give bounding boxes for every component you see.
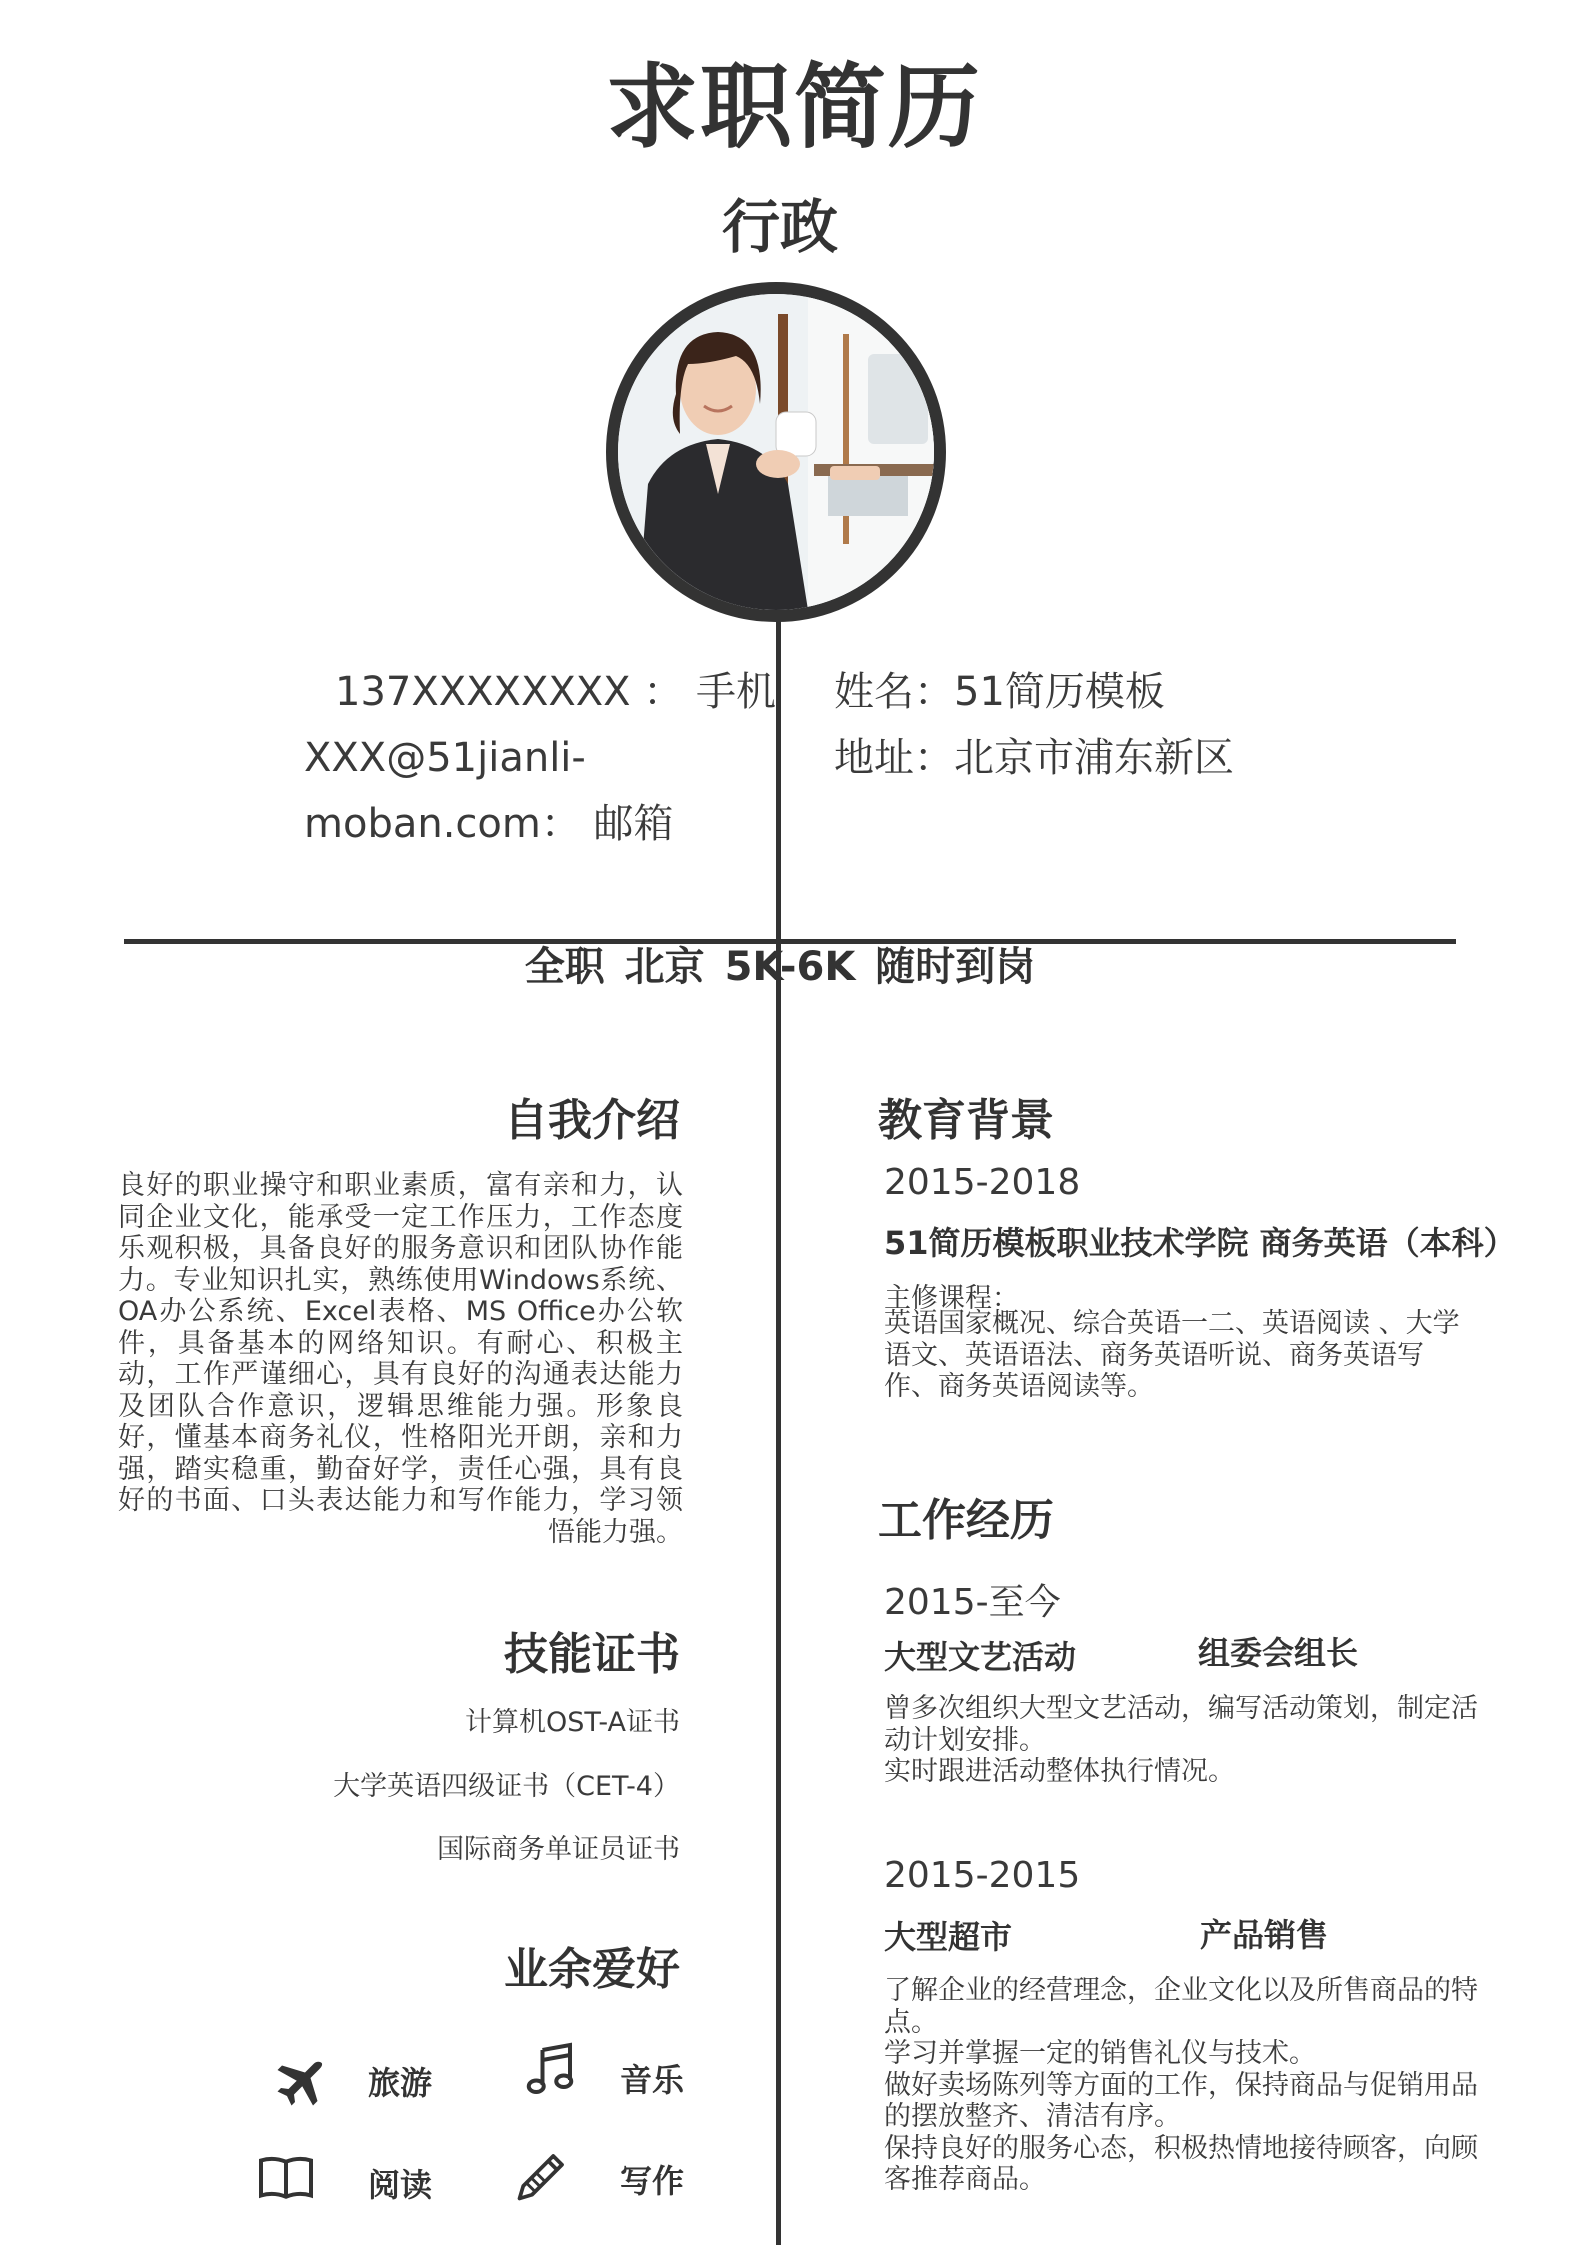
intro-text: 良好的职业操守和职业素质，富有亲和力，认同企业文化，能承受一定工作压力，工作态度乐观积极，具备良好的服务意识和团队协作能力。专业知识扎实，熟练使用Windows系统、OA办公系统、Excel表格、MS Office办公软件，具备基本的网络知识。有耐心、积极主动，工作严谨细心，具有良好的沟通表达能力及团队合作意识，逻辑思维能力强。形象良好，懂基本商务礼仪，性格阳光开朗，亲和力强，踏实稳重，勤奋好学，责任心强，具有良好的书面、口头表达能力和写作能力，学习领悟能力强。	[118, 1170, 683, 1548]
job-company: 大型超市	[884, 1918, 1013, 1956]
job-company: 大型文艺活动	[884, 1638, 1077, 1676]
job-desc-line: 实时跟进活动整体执行情况。	[884, 1756, 1235, 1787]
job-description	[884, 1975, 1479, 2196]
airplane-icon	[268, 2055, 328, 2115]
hobby-label: 音乐	[620, 2061, 685, 2099]
resume-title: 求职简历	[605, 54, 982, 161]
hobbies-heading: 业余爱好	[504, 1944, 680, 1995]
job-desc-line: 学习并掌握一定的销售礼仪与技术。	[884, 2038, 1316, 2069]
intro-heading: 自我介绍	[504, 1095, 680, 1146]
contact-email-line1: XXX@51jianli-	[304, 735, 586, 781]
job-role: 产品销售	[1200, 1916, 1329, 1954]
education-school: 51简历模板职业技术学院 商务英语（本科）	[884, 1224, 1516, 1262]
hobby-label: 旅游	[368, 2064, 433, 2102]
job-description	[884, 1693, 1479, 1788]
job-position: 行政	[721, 193, 838, 261]
vertical-divider	[776, 618, 781, 2245]
job-date: 2015-2015	[884, 1855, 1081, 1896]
work-heading: 工作经历	[878, 1495, 1054, 1546]
job-desc-line: 保持良好的服务心态，积极热情地接待顾客，向顾客推荐商品。	[884, 2132, 1478, 2195]
skills-heading: 技能证书	[504, 1629, 680, 1680]
profile-photo	[606, 282, 946, 622]
job-role: 组委会组长	[1198, 1634, 1359, 1672]
hobby-label: 写作	[620, 2162, 685, 2200]
education-heading: 教育背景	[878, 1095, 1054, 1146]
music-note-icon	[520, 2040, 580, 2100]
certificate-item: 大学英语四级证书（CET-4）	[333, 1771, 680, 1802]
course-label: 主修课程：	[884, 1283, 1019, 1314]
course-list: 英语国家概况、综合英语一二、英语阅读 、大学语文、英语语法、商务英语听说、商务英语写作、商务英语阅读等。	[884, 1308, 1460, 1402]
open-book-icon	[256, 2148, 316, 2208]
job-summary: 全职 北京 5K-6K 随时到岗	[524, 944, 1036, 990]
job-desc-line: 曾多次组织大型文艺活动，编写活动策划，制定活动计划安排。	[884, 1693, 1478, 1756]
contact-phone: 137XXXXXXXX ： 手机	[335, 669, 776, 715]
certificate-item: 国际商务单证员证书	[437, 1834, 680, 1865]
certificate-item: 计算机OST-A证书	[464, 1707, 680, 1738]
contact-name: 姓名：51简历模板	[834, 669, 1165, 715]
contact-email-line2: moban.com： 邮箱	[304, 801, 674, 847]
job-desc-line: 做好卖场陈列等方面的工作，保持商品与促销用品的摆放整齐、清洁有序。	[884, 2069, 1478, 2132]
job-desc-line: 了解企业的经营理念，企业文化以及所售商品的特点。	[884, 1975, 1478, 2038]
pencil-icon	[512, 2146, 572, 2206]
job-date: 2015-至今	[884, 1582, 1061, 1623]
education-date: 2015-2018	[884, 1162, 1081, 1203]
contact-address: 地址：北京市浦东新区	[834, 735, 1234, 781]
hobby-label: 阅读	[368, 2166, 433, 2204]
